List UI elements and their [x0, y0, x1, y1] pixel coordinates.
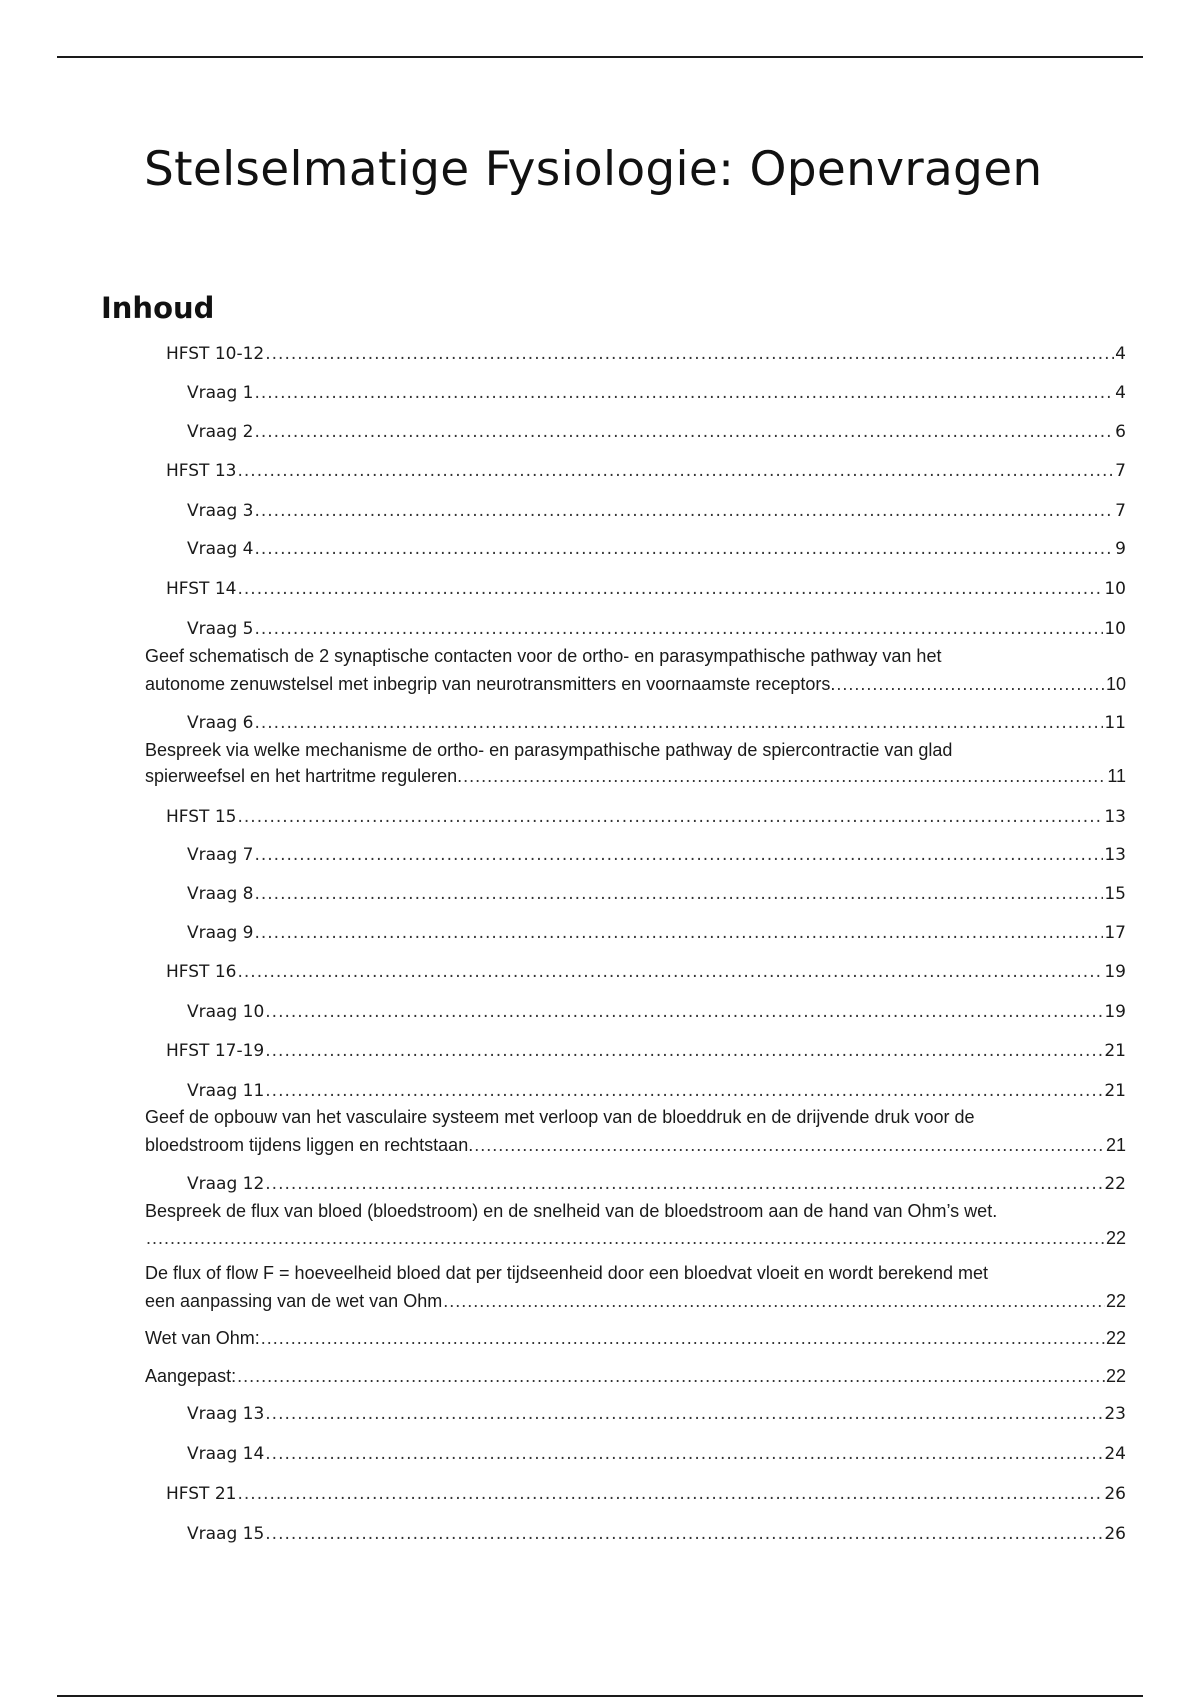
document-title: Stelselmatige Fysiologie: Openvragen: [144, 142, 1043, 197]
toc-leader: [265, 1001, 1103, 1023]
toc-entry-line: De flux of flow F = hoeveelheid bloed dat per tijdseenheid door een bloedvat vloeit en wordt berekend met: [145, 1263, 989, 1283]
toc-entry-vraag-2[interactable]: [187, 421, 1126, 443]
toc-leader: [254, 712, 1103, 734]
toc-entry-label: een aanpassing van de wet van Ohm: [145, 1291, 443, 1311]
toc-entry-line: Bespreek de flux van bloed (bloedstroom) en de snelheid van de bloedstroom aan de hand van Ohm’s wet.: [145, 1201, 998, 1221]
toc-entry-label: Vraag 8: [187, 884, 254, 904]
toc-leader: [265, 1443, 1103, 1465]
toc-entry-page: 23: [1104, 1404, 1126, 1424]
toc-entry-vraag-5[interactable]: [187, 618, 1126, 640]
toc-entry-page: 21: [1104, 1081, 1126, 1101]
toc-entry-label: Vraag 12: [187, 1174, 265, 1194]
toc-entry-wet-van-ohm[interactable]: [145, 1327, 1126, 1349]
toc-entry-page: 26: [1104, 1484, 1126, 1504]
toc-leader: [474, 1134, 1105, 1156]
toc-entry-page: 19: [1104, 962, 1126, 982]
toc-leader: [254, 421, 1114, 443]
toc-leader: [265, 1080, 1103, 1102]
toc-entry-label: autonome zenuwstelsel met inbegrip van neurotransmitters en voornaamste receptors.: [145, 674, 836, 694]
toc-leader: [265, 1173, 1103, 1195]
toc-entry-label: HFST 15: [166, 807, 237, 827]
toc-leader: [265, 1040, 1103, 1062]
toc-entry-vraag-9[interactable]: [187, 922, 1126, 944]
toc-entry-hfst-16[interactable]: [166, 961, 1126, 983]
toc-leader: [254, 618, 1103, 640]
toc-entry-page: 13: [1104, 845, 1126, 865]
toc-entry-synaptic-contacts[interactable]: [145, 673, 1126, 695]
toc-entry-label: HFST 17-19: [166, 1041, 265, 1061]
toc-leader: [237, 806, 1103, 828]
toc-entry-page: 21: [1105, 1135, 1126, 1155]
toc-entry-page: 10: [1105, 674, 1126, 694]
toc-entry-hfst-15[interactable]: [166, 806, 1126, 828]
toc-leader: [254, 382, 1114, 404]
toc-entry-page: 7: [1115, 461, 1126, 481]
toc-entry-page: 4: [1115, 344, 1126, 364]
toc-leader: [237, 460, 1114, 482]
footer-rule: [57, 1695, 1143, 1697]
toc-leader: [254, 500, 1114, 522]
toc-entry-label: Vraag 6: [187, 713, 254, 733]
toc-leader: [254, 538, 1114, 560]
toc-entry-label: Vraag 9: [187, 923, 254, 943]
toc-entry-page: 11: [1107, 766, 1126, 786]
toc-entry-hfst-13[interactable]: [166, 460, 1126, 482]
toc-entry-vraag-7[interactable]: [187, 844, 1126, 866]
toc-entry-label: Wet van Ohm:: [145, 1328, 260, 1348]
toc-entry-label: HFST 13: [166, 461, 237, 481]
toc-entry-page: 9: [1115, 539, 1126, 559]
toc-entry-label: Vraag 3: [187, 501, 254, 521]
toc-heading: Inhoud: [101, 291, 215, 325]
toc-entry-vraag-15[interactable]: [187, 1523, 1126, 1545]
toc-entry-label: Vraag 5: [187, 619, 254, 639]
toc-entry-page: 22: [1105, 1291, 1126, 1311]
toc-leader: [265, 343, 1114, 365]
toc-leader: [261, 1327, 1105, 1349]
toc-entry-page: 13: [1104, 807, 1126, 827]
toc-entry-page: 22: [1105, 1228, 1126, 1248]
toc-leader: [254, 883, 1103, 905]
toc-entry-page: 22: [1105, 1366, 1126, 1386]
toc-leader: [265, 1523, 1103, 1545]
toc-entry-vraag-6[interactable]: [187, 712, 1126, 734]
toc-entry-page: 6: [1115, 422, 1126, 442]
toc-entry-label: HFST 10-12: [166, 344, 265, 364]
toc-entry-vascular-system[interactable]: [145, 1134, 1126, 1156]
toc-entry-label: Vraag 2: [187, 422, 254, 442]
toc-entry-line: Bespreek via welke mechanisme de ortho- en parasympathische pathway de spiercontractie van glad: [145, 740, 953, 760]
toc-entry-page: 10: [1104, 619, 1126, 639]
toc-entry-vraag-10[interactable]: [187, 1001, 1126, 1023]
toc-entry-page: 22: [1105, 1328, 1126, 1348]
toc-entry-vraag-12[interactable]: [187, 1173, 1126, 1195]
toc-leader: [463, 765, 1106, 787]
toc-entry-blood-flux-ohm[interactable]: [145, 1227, 1126, 1249]
toc-entry-vraag-4[interactable]: [187, 538, 1126, 560]
toc-leader: [254, 844, 1103, 866]
toc-entry-label: Vraag 4: [187, 539, 254, 559]
toc-entry-label: Vraag 10: [187, 1002, 265, 1022]
toc-entry-vraag-14[interactable]: [187, 1443, 1126, 1465]
toc-leader: [237, 961, 1103, 983]
toc-leader: [146, 1227, 1105, 1249]
toc-entry-page: 17: [1104, 923, 1126, 943]
toc-entry-vraag-11[interactable]: [187, 1080, 1126, 1102]
toc-entry-label: Vraag 7: [187, 845, 254, 865]
toc-entry-hfst-17-19[interactable]: [166, 1040, 1126, 1062]
toc-entry-line: Geef schematisch de 2 synaptische contacten voor de ortho- en parasympathische pathway van het: [145, 646, 942, 666]
toc-entry-label: Vraag 13: [187, 1404, 265, 1424]
toc-entry-page: 24: [1104, 1444, 1126, 1464]
toc-leader: [265, 1403, 1103, 1425]
toc-leader: [836, 673, 1105, 695]
toc-entry-hfst-21[interactable]: [166, 1483, 1126, 1505]
toc-entry-smooth-muscle-heart-rate[interactable]: [145, 765, 1126, 787]
toc-entry-label: HFST 21: [166, 1484, 237, 1504]
toc-entry-page: 21: [1104, 1041, 1126, 1061]
toc-entry-vraag-1[interactable]: [187, 382, 1126, 404]
toc-entry-line: Geef de opbouw van het vasculaire systeem met verloop van de bloeddruk en de drijvende druk voor de: [145, 1107, 975, 1127]
toc-leader: [237, 1365, 1105, 1387]
toc-entry-page: 19: [1104, 1002, 1126, 1022]
toc-entry-vraag-3[interactable]: [187, 500, 1126, 522]
toc-leader: [237, 578, 1103, 600]
toc-entry-page: 11: [1104, 713, 1126, 733]
toc-entry-label: bloedstroom tijdens liggen en rechtstaan.: [145, 1135, 474, 1155]
toc-entry-label: Vraag 14: [187, 1444, 265, 1464]
toc-entry-hfst-14[interactable]: [166, 578, 1126, 600]
toc-entry-label: Vraag 11: [187, 1081, 265, 1101]
toc-leader: [254, 922, 1103, 944]
toc-leader: [237, 1483, 1103, 1505]
toc-entry-vraag-13[interactable]: [187, 1403, 1126, 1425]
toc-entry-label: spierweefsel en het hartritme reguleren.: [145, 766, 463, 786]
toc-entry-aangepast[interactable]: [145, 1365, 1126, 1387]
toc-entry-label: Vraag 15: [187, 1524, 265, 1544]
toc-entry-label: Vraag 1: [187, 383, 254, 403]
toc-entry-label: HFST 16: [166, 962, 237, 982]
toc-entry-vraag-8[interactable]: [187, 883, 1126, 905]
toc-entry-page: 10: [1104, 579, 1126, 599]
toc-entry-page: 7: [1115, 501, 1126, 521]
toc-entry-page: 26: [1104, 1524, 1126, 1544]
toc-entry-page: 22: [1104, 1174, 1126, 1194]
toc-entry-flow-definition[interactable]: [145, 1290, 1126, 1312]
toc-entry-label: Aangepast:: [145, 1366, 237, 1386]
toc-entry-page: 4: [1115, 383, 1126, 403]
toc-entry-label: HFST 14: [166, 579, 237, 599]
toc-entry-page: 15: [1104, 884, 1126, 904]
toc-leader: [443, 1290, 1105, 1312]
toc-entry-hfst-10-12[interactable]: [166, 343, 1126, 365]
